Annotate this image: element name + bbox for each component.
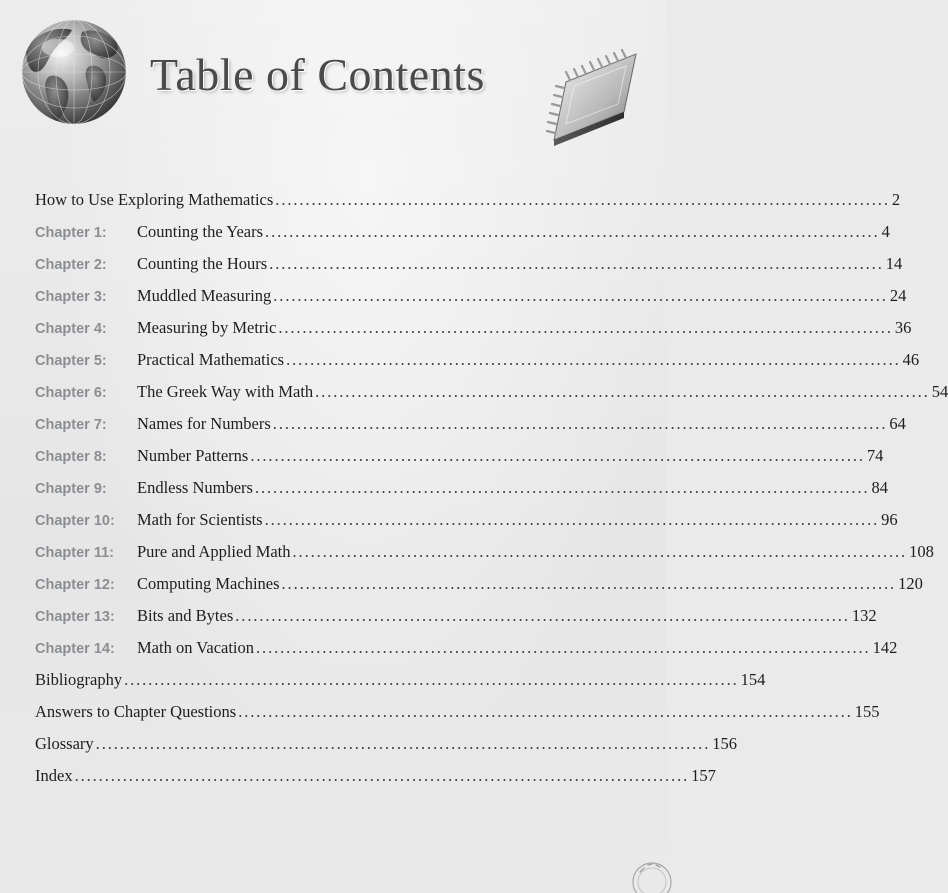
entry-title: Math on Vacation bbox=[137, 638, 255, 657]
dot-leader: ...................................................................................................... bbox=[292, 542, 908, 561]
dot-leader: ...................................................................................................... bbox=[286, 350, 901, 369]
page-number: 64 bbox=[889, 414, 906, 433]
chapter-label: Chapter 9: bbox=[35, 481, 107, 497]
entry-title: Number Patterns bbox=[137, 446, 249, 465]
microchip-icon bbox=[544, 42, 648, 152]
chapter-label: Chapter 4: bbox=[35, 321, 107, 337]
page-number: 74 bbox=[866, 446, 884, 465]
dot-leader: ...................................................................................................... bbox=[315, 382, 930, 401]
dot-leader: ...................................................................................................... bbox=[95, 734, 711, 753]
page-number: 156 bbox=[712, 734, 737, 753]
chapter-label: Chapter 11: bbox=[35, 545, 114, 561]
entry-title: The Greek Way with Math bbox=[137, 382, 314, 401]
toc-entry[interactable] bbox=[35, 606, 877, 638]
entry-title: Practical Mathematics bbox=[137, 350, 285, 369]
page-number: 108 bbox=[909, 542, 934, 561]
page-number: 96 bbox=[881, 510, 898, 529]
publisher-seal-icon bbox=[628, 858, 668, 892]
entry-title: Bits and Bytes bbox=[137, 606, 234, 625]
chapter-label: Chapter 10: bbox=[35, 513, 115, 529]
toc-entry[interactable] bbox=[35, 542, 934, 574]
globe-icon bbox=[20, 18, 128, 126]
dot-leader: ...................................................................................................... bbox=[256, 638, 871, 657]
chapter-label: Chapter 2: bbox=[35, 257, 107, 273]
dot-leader: ...................................................................................................... bbox=[273, 286, 888, 305]
toc-entry[interactable] bbox=[35, 638, 898, 670]
page-number: 155 bbox=[854, 702, 880, 721]
entry-title: Glossary bbox=[35, 734, 94, 753]
dot-leader: ...................................................................................................... bbox=[275, 190, 890, 209]
toc-entry[interactable] bbox=[35, 510, 898, 542]
entry-title: How to Use Exploring Mathematics bbox=[35, 190, 274, 209]
entry-title: Measuring by Metric bbox=[137, 318, 277, 337]
toc-entry[interactable] bbox=[35, 446, 884, 478]
dot-leader: ...................................................................................................... bbox=[264, 510, 880, 529]
dot-leader: ...................................................................................................... bbox=[281, 574, 897, 593]
page-number: 54 bbox=[931, 382, 948, 401]
dot-leader: ...................................................................................................... bbox=[235, 606, 850, 625]
page-number: 132 bbox=[851, 606, 877, 625]
entry-title: Index bbox=[35, 766, 73, 785]
entry-title: Counting the Years bbox=[137, 222, 264, 241]
toc-entry[interactable] bbox=[35, 414, 906, 446]
page-number: 36 bbox=[894, 318, 912, 337]
toc-entry[interactable] bbox=[35, 190, 901, 222]
toc-entry[interactable] bbox=[35, 254, 903, 286]
toc-entry[interactable] bbox=[35, 670, 766, 702]
dot-leader: ...................................................................................................... bbox=[265, 222, 880, 241]
entry-title: Endless Numbers bbox=[137, 478, 253, 497]
dot-leader: ...................................................................................................... bbox=[269, 254, 884, 273]
dot-leader: ...................................................................................................... bbox=[124, 670, 739, 689]
chapter-label: Chapter 7: bbox=[35, 417, 107, 433]
toc-entry[interactable] bbox=[35, 350, 920, 382]
entry-title: Names for Numbers bbox=[137, 414, 271, 433]
entry-title: Math for Scientists bbox=[137, 510, 263, 529]
entry-title: Muddled Measuring bbox=[137, 286, 272, 305]
chapter-label: Chapter 13: bbox=[35, 609, 115, 625]
page-number: 2 bbox=[891, 190, 901, 209]
chapter-label: Chapter 12: bbox=[35, 577, 115, 593]
toc-entry[interactable] bbox=[35, 766, 716, 798]
dot-leader: ...................................................................................................... bbox=[74, 766, 690, 785]
chapter-label: Chapter 1: bbox=[35, 225, 107, 241]
table-of-contents bbox=[35, 190, 948, 798]
page-number: 120 bbox=[898, 574, 923, 593]
page-title: Table of Contents bbox=[150, 49, 485, 100]
dot-leader: ...................................................................................................... bbox=[278, 318, 893, 337]
page-number: 84 bbox=[871, 478, 889, 497]
chapter-label: Chapter 5: bbox=[35, 353, 107, 369]
dot-leader: ...................................................................................................... bbox=[250, 446, 865, 465]
entry-title: Answers to Chapter Questions bbox=[35, 702, 237, 721]
toc-entry[interactable] bbox=[35, 286, 907, 318]
page-number: 157 bbox=[691, 766, 716, 785]
chapter-label: Chapter 8: bbox=[35, 449, 107, 465]
entry-title: Pure and Applied Math bbox=[137, 542, 291, 561]
page-number: 154 bbox=[740, 670, 766, 689]
toc-entry[interactable] bbox=[35, 702, 880, 734]
toc-entry[interactable] bbox=[35, 318, 912, 350]
toc-entry[interactable] bbox=[35, 222, 890, 254]
page-number: 14 bbox=[885, 254, 903, 273]
dot-leader: ...................................................................................................... bbox=[272, 414, 888, 433]
entry-title: Computing Machines bbox=[137, 574, 280, 593]
toc-entry[interactable] bbox=[35, 574, 923, 606]
page-number: 24 bbox=[889, 286, 907, 305]
page-number: 4 bbox=[881, 222, 890, 241]
dot-leader: ...................................................................................................... bbox=[254, 478, 870, 497]
chapter-label: Chapter 3: bbox=[35, 289, 107, 305]
page-number: 46 bbox=[902, 350, 920, 369]
toc-entry[interactable] bbox=[35, 734, 737, 766]
toc-entry[interactable] bbox=[35, 478, 889, 510]
chapter-label: Chapter 6: bbox=[35, 385, 107, 401]
dot-leader: ...................................................................................................... bbox=[238, 702, 853, 721]
chapter-label: Chapter 14: bbox=[35, 641, 115, 657]
entry-title: Bibliography bbox=[35, 670, 123, 689]
page-number: 142 bbox=[872, 638, 898, 657]
toc-entry[interactable] bbox=[35, 382, 948, 414]
entry-title: Counting the Hours bbox=[137, 254, 268, 273]
